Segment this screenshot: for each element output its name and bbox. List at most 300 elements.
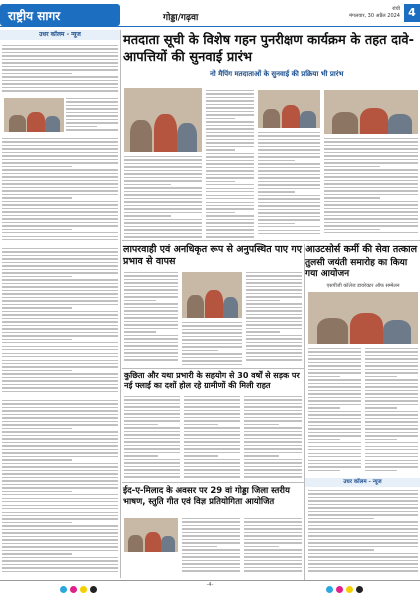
text-line [365,390,418,391]
text-line [244,570,302,571]
text-line [206,170,254,171]
text-line [324,166,380,167]
text-line [365,369,418,370]
text-line [365,393,418,394]
text-line [2,236,118,237]
text-line [308,351,361,352]
text-line [2,332,118,333]
text-line [365,460,418,461]
text-line [324,215,418,216]
text-line [246,307,302,308]
text-line [365,432,418,433]
text-line [258,230,320,231]
text-line [365,414,418,415]
text-line [206,195,254,196]
text-line [124,226,202,227]
text-line [124,187,202,188]
text-line [124,293,178,294]
text-line [365,456,418,457]
text-line [184,462,240,463]
text-line [308,504,418,505]
text-line [2,90,118,91]
text-line [308,514,418,515]
box-text-col2 [184,396,240,480]
text-line [308,393,361,394]
text-line [2,400,118,401]
text-line [2,183,118,184]
text-line [324,211,418,212]
text-line [246,279,302,280]
text-line [365,466,418,467]
text-line [2,48,118,49]
text-line [258,163,320,164]
text-line [2,553,72,554]
text-line [258,174,320,175]
text-line [2,138,118,139]
left-brief-text-5 [2,400,118,574]
text-line [244,469,302,470]
text-line [2,525,118,526]
text-line [206,215,254,216]
text-line [206,121,254,122]
text-line [2,456,118,457]
text-line [2,518,118,519]
left-news-photo [4,98,64,132]
text-line [182,549,240,550]
text-line [206,125,254,126]
text-line [182,360,242,361]
text-line [365,435,418,436]
text-line [2,286,118,287]
text-line [258,233,320,234]
text-line [308,376,340,377]
text-line [308,560,418,561]
text-line [124,215,171,216]
text-line [66,108,118,109]
text-line [206,226,254,227]
text-line [2,494,118,495]
text-line [324,201,418,202]
text-line [2,208,118,209]
text-line [66,98,118,99]
text-line [124,177,202,178]
brand-title: राष्ट्रीय सागर [8,9,61,23]
text-line [124,466,180,467]
text-line [184,466,240,467]
text-line [206,184,254,185]
text-line [365,362,418,363]
text-line [244,518,302,519]
text-line [365,379,418,380]
text-line [184,403,240,404]
text-line [2,80,118,81]
text-line [2,391,118,392]
text-line [246,345,302,346]
text-line [308,556,418,557]
dateline-date: मंगलवार, 30 अप्रैल 2024 [349,13,400,19]
text-line [206,205,254,206]
text-line [124,417,180,418]
text-line [124,191,202,192]
text-line [2,311,118,312]
text-line [66,122,118,123]
text-line [365,407,397,408]
text-line [2,166,72,167]
text-line [66,115,118,116]
text-line [2,258,118,259]
text-line [244,535,302,536]
text-line [182,518,240,519]
text-line [308,525,418,526]
text-line [365,358,418,359]
text-line [182,332,242,333]
text-line [206,153,254,154]
text-line [206,128,254,129]
text-line [184,396,240,397]
text-line [124,406,180,407]
text-line [244,413,302,414]
text-line [308,386,361,387]
text-line [2,442,118,443]
text-line [206,107,254,108]
text-line [308,439,340,440]
text-line [2,480,118,481]
text-line [2,328,118,329]
text-line [124,434,180,435]
lead-text-col3 [258,132,320,237]
text-line [2,339,72,340]
footer-rule [0,580,420,581]
lead-photo-2 [258,90,320,128]
text-line [182,546,217,547]
text-line [246,321,302,322]
text-line [124,317,178,318]
text-line [2,353,118,354]
text-line [206,149,235,150]
text-line [124,459,180,460]
text-line [2,466,118,467]
text-line [244,567,302,568]
text-line [206,118,235,119]
text-line [124,170,202,171]
text-line [2,204,118,205]
bottom-text-col1 [182,518,240,574]
text-line [206,156,254,157]
text-line [2,248,118,249]
text-line [244,560,302,561]
text-line [184,410,240,411]
text-line [258,156,320,157]
registration-mark-magenta-2 [336,586,343,593]
text-line [324,197,380,198]
text-line [258,132,320,133]
text-line [2,262,118,263]
text-line [308,553,418,554]
text-line [2,424,118,425]
text-line [182,521,240,522]
text-line [2,470,118,471]
text-line [308,532,418,533]
text-line [184,473,240,474]
text-line [184,476,240,477]
text-line [182,336,242,337]
lead-text-col4 [324,138,418,236]
lead-subhead: नो मैपिंग मतदाताओं के सुनवाई की प्रक्रिया भी प्रारंभ [210,70,344,78]
text-line [258,195,320,196]
text-line [2,571,118,572]
text-line [365,463,418,464]
page-number: 4 [404,4,420,22]
text-line [66,126,97,127]
text-line [2,546,118,547]
text-line [365,372,418,373]
text-line [2,152,118,153]
text-line [124,352,178,353]
text-line [258,135,320,136]
text-line [324,229,380,230]
text-line [2,307,72,308]
text-line [246,359,302,360]
text-line [184,434,240,435]
lead-headline: मतदाता सूची के विशेष गहन पुनरीक्षण कार्यक्रम के तहत दावे-आपत्तियों की सुनवाई प्रारंभ [123,33,414,65]
lead-photo-3 [324,90,418,134]
text-line [184,441,240,442]
text-line [124,359,178,360]
text-line [324,194,418,195]
text-line [246,342,302,343]
text-line [308,507,418,508]
text-line [206,135,254,136]
text-line [124,279,178,280]
text-line [182,528,240,529]
masthead [0,0,420,28]
text-line [244,563,302,564]
text-line [365,442,418,443]
text-line [365,383,418,384]
text-line [2,225,118,226]
text-line [308,418,361,419]
text-line [365,453,418,454]
text-line [2,431,118,432]
text-line [308,390,361,391]
text-line [2,162,118,163]
text-line [308,521,418,522]
text-line [2,346,118,347]
text-line [308,493,418,494]
text-line [246,275,302,276]
text-line [206,191,254,192]
text-line [244,452,302,453]
left-brief-text-1 [2,45,118,94]
text-line [324,176,418,177]
text-line [124,201,202,202]
text-line [206,174,254,175]
text-line [258,219,320,220]
text-line [2,512,118,513]
text-line [2,536,118,537]
text-line [182,567,240,568]
text-line [206,181,235,182]
text-line [244,403,302,404]
text-line [2,148,118,149]
text-line [206,212,235,213]
text-line [2,229,72,230]
text-line [2,159,118,160]
text-line [182,570,240,571]
text-line [124,156,202,157]
left-brief-text-4 [2,248,118,394]
text-line [2,255,118,256]
text-line [2,567,118,568]
text-line [184,406,240,407]
text-line [308,466,361,467]
text-line [124,286,178,287]
text-line [124,331,156,332]
text-line [2,215,118,216]
text-line [206,233,254,234]
right-brief-label: उधर कॉलम - न्यूज [305,478,420,487]
text-line [2,459,72,460]
text-line [2,410,118,411]
text-line [365,365,418,366]
text-line [365,446,418,447]
text-line [365,470,397,471]
text-line [244,528,302,529]
text-line [2,557,118,558]
text-line [2,73,72,74]
text-line [2,452,118,453]
text-line [2,201,118,202]
text-line [124,455,158,456]
text-line [184,445,240,446]
text-line [124,236,202,237]
text-line [258,209,320,210]
text-line [244,455,279,456]
text-line [308,463,361,464]
footer-page-number: -4- [206,582,214,588]
brand-logo-box [0,4,120,26]
bottom-text-col2 [244,518,302,574]
box-top-rule [122,368,304,369]
text-line [124,441,180,442]
text-line [244,420,302,421]
text-line [244,525,302,526]
text-line [66,112,118,113]
text-line [206,114,254,115]
text-line [124,205,202,206]
text-line [124,356,178,357]
text-line [365,449,418,450]
text-line [2,269,118,270]
text-line [308,421,361,422]
text-line [124,420,180,421]
text-line [2,360,118,361]
text-line [244,417,302,418]
text-line [2,300,118,301]
left-section-label: उधर कॉलम - न्यूज [0,30,120,40]
text-line [308,535,418,536]
text-line [184,459,240,460]
text-line [324,208,418,209]
text-line [365,351,418,352]
text-line [2,377,118,378]
text-line [258,216,320,217]
text-line [124,222,202,223]
text-line [244,532,302,533]
text-line [2,366,118,367]
text-line [124,445,180,446]
bottom-photo [124,518,178,552]
text-line [124,166,202,167]
text-line [2,239,118,240]
text-line [184,438,240,439]
text-line [258,139,320,140]
text-line [2,335,118,336]
text-line [308,397,361,398]
text-line [182,353,242,354]
text-line [2,560,118,561]
text-line [184,413,240,414]
text-line [124,342,178,343]
text-line [258,142,320,143]
text-line [124,413,180,414]
text-line [246,300,280,301]
text-line [182,535,240,536]
text-line [365,421,418,422]
text-line [182,364,242,365]
text-line [258,160,295,161]
text-line [365,376,397,377]
text-line [182,539,240,540]
text-line [124,399,180,400]
text-line [246,349,302,350]
text-line [246,328,302,329]
text-line [2,522,72,523]
text-line [308,362,361,363]
registration-mark-cyan [60,586,67,593]
city-tag: गोड्डा/गढ़वा [163,13,199,23]
text-line [246,356,302,357]
text-line [124,410,180,411]
text-line [246,303,302,304]
text-line [2,173,118,174]
text-line [246,314,302,315]
text-line [124,469,180,470]
text-line [308,383,361,384]
box-headline: कुछिता और यथा प्रभारी के सहयोग से 30 वर्षों से सड़क पर नई फ्लाई का दशों होल रहे ग्रामीणों की मिली राहत [124,371,300,390]
text-line [308,490,418,491]
text-line [2,501,118,502]
text-line [244,459,302,460]
text-line [206,93,254,94]
text-line [244,539,302,540]
mid-text-col2 [182,322,242,367]
text-line [244,521,302,522]
text-line [124,438,180,439]
text-line [2,314,118,315]
text-line [2,279,118,280]
text-line [244,396,302,397]
text-line [2,141,118,142]
registration-mark-black-2 [356,586,363,593]
text-line [324,148,418,149]
text-line [124,272,178,273]
text-line [246,352,302,353]
text-line [246,289,302,290]
text-line [206,97,254,98]
text-line [2,380,118,381]
text-line [2,52,118,53]
